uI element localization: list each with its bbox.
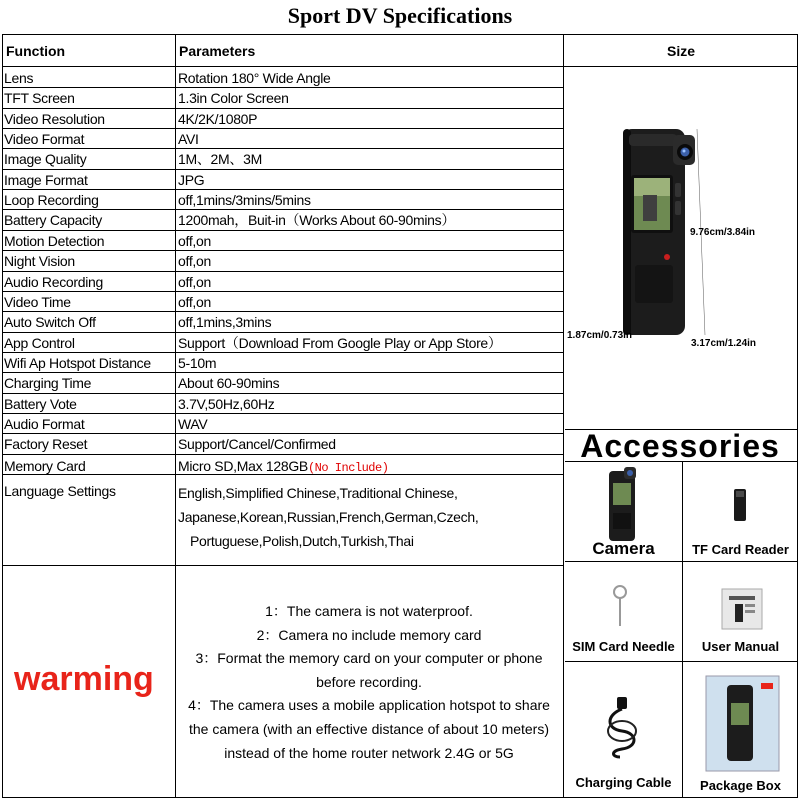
spec-parameter: WAV	[178, 415, 208, 432]
accessory-user-manual: User Manual	[701, 639, 780, 654]
spec-parameter: 5-10m	[178, 354, 217, 371]
spec-parameter: Rotation 180° Wide Angle	[178, 70, 331, 86]
warning-note: before recording.	[316, 673, 422, 690]
spec-function: Night Vision	[4, 253, 75, 270]
spec-function: Video Format	[4, 131, 85, 148]
language-line: Japanese,Korean,Russian,French,German,Czech,	[178, 509, 479, 525]
memory-card-function: Memory Card	[4, 458, 86, 474]
spec-parameter: off,1mins,3mins	[178, 314, 272, 331]
spec-parameter: 4K/2K/1080P	[178, 110, 258, 127]
spec-parameter: off,on	[178, 293, 211, 310]
size-height: 9.76cm/3.84in	[690, 227, 756, 238]
spec-function: Loop Recording	[4, 192, 99, 209]
warning-label: warming	[14, 660, 154, 698]
spec-function: Video Resolution	[4, 110, 105, 127]
spec-function: Wifi Ap Hotspot Distance	[4, 354, 151, 371]
spec-function: Image Quality	[4, 151, 87, 168]
spec-parameter: Support（Download From Google Play or App Store）	[178, 334, 502, 351]
header-function: Function	[6, 43, 66, 59]
header-size: Size	[666, 43, 695, 59]
page-title: Sport DV Specifications	[287, 3, 513, 28]
header-parameters: Parameters	[179, 43, 256, 59]
spec-function: Lens	[4, 70, 34, 86]
accessory-tf-card-reader: TF Card Reader	[692, 542, 789, 557]
warning-note: 2：Camera no include memory card	[256, 626, 482, 643]
accessory-package-box: Package Box	[700, 778, 781, 793]
spec-parameter: AVI	[178, 131, 199, 148]
accessory-sim-card-needle: SIM Card Needle	[572, 639, 675, 654]
spec-function: Auto Switch Off	[4, 314, 96, 331]
memory-card-parameter	[178, 456, 388, 478]
spec-function: TFT Screen	[4, 90, 75, 107]
spec-parameter: Support/Cancel/Confirmed	[178, 436, 336, 453]
accessory-charging-cable: Charging Cable	[575, 775, 672, 790]
spec-function: Audio Format	[4, 415, 85, 432]
spec-function: Battery Capacity	[4, 212, 102, 229]
sim-card-needle-icon	[610, 582, 630, 630]
language-list	[178, 481, 558, 553]
spec-function: App Control	[4, 334, 75, 351]
spec-function: Video Time	[4, 293, 71, 310]
spec-parameter: off,on	[178, 253, 211, 270]
warning-note: instead of the home router network 2.4G or 5G	[224, 744, 514, 761]
warning-note: 4：The camera uses a mobile application hotspot to share	[188, 697, 550, 714]
row-divider	[2, 413, 563, 414]
spec-parameter: off,on	[178, 273, 211, 290]
warning-notes	[176, 600, 562, 765]
warning-divider	[2, 565, 563, 566]
warning-note: the camera (with an effective distance of about 10 meters)	[188, 720, 550, 737]
spec-parameter: 1.3in Color Screen	[178, 90, 289, 107]
size-width: 3.17cm/1.24in	[691, 338, 757, 349]
camera-size-illustration	[565, 67, 798, 429]
accessories-title: Accessories	[580, 428, 780, 464]
spec-function: Motion Detection	[4, 232, 105, 249]
spec-parameter: JPG	[178, 171, 205, 188]
charging-cable-icon	[600, 695, 645, 760]
spec-parameter: About 60-90mins	[178, 375, 280, 392]
accessories-column-divider	[682, 461, 683, 798]
language-line: English,Simplified Chinese,Traditional Chinese,	[178, 485, 458, 501]
spec-function: Battery Vote	[4, 395, 77, 412]
spec-parameter: off,on	[178, 232, 211, 249]
spec-parameter: 1200mah，Buit-in（Works About 60-90mins）	[178, 212, 456, 229]
language-line: Portuguese,Polish,Dutch,Turkish,Thai	[190, 533, 414, 549]
tf-card-reader-icon	[730, 485, 750, 525]
spec-parameter: 3.7V,50Hz,60Hz	[178, 395, 275, 412]
spec-function: Audio Recording	[4, 273, 104, 290]
spec-parameter: off,1mins/3mins/5mins	[178, 192, 311, 209]
warning-note: 3：Format the memory card on your computer or phone	[195, 650, 543, 667]
spec-parameter: 1M、2M、3M	[178, 151, 262, 168]
size-depth: 1.87cm/0.73in	[567, 330, 633, 341]
warning-note: 1：The camera is not waterproof.	[265, 603, 473, 619]
spec-function: Image Format	[4, 171, 88, 188]
spec-function: Factory Reset	[4, 436, 88, 453]
camera-body	[623, 129, 695, 335]
camera-icon	[600, 465, 645, 545]
package-box-icon	[705, 675, 780, 772]
memory-card-note: (No Include)	[307, 461, 389, 475]
user-manual-icon	[721, 588, 763, 630]
memory-card-value: Micro SD,Max 128GB	[178, 458, 308, 474]
accessory-camera: Camera	[592, 539, 655, 558]
spec-function: Charging Time	[4, 375, 92, 392]
column-divider-parameters	[563, 34, 564, 798]
language-function: Language Settings	[4, 483, 116, 499]
